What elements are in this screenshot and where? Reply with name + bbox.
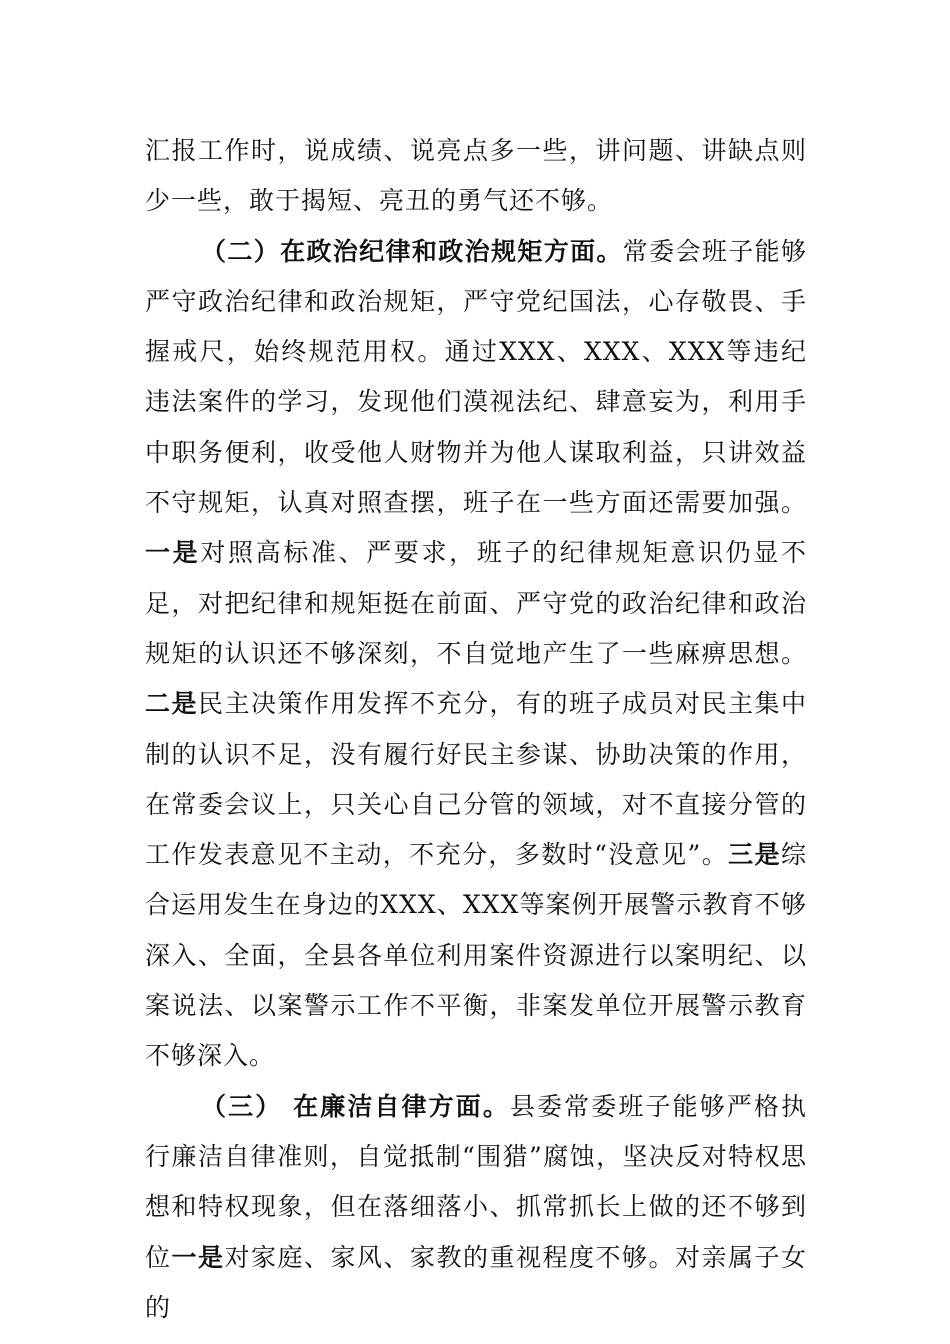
document-body xyxy=(145,126,807,1333)
paragraph-2 xyxy=(145,227,807,1082)
paragraph-text: 综合运用发生在身边的XXX、XXX等案例开展警示教育不够深入、全面，全县各单位利用案件资源进行以案明纪、以案说法、以案警示工作不平衡，非案发单位开展警示教育不够深入。 xyxy=(145,840,807,1071)
paragraph-text: 常委会班子能够严守政治纪律和政治规矩，严守党纪国法，心存敬畏、手握戒尺，始终规范用权。通过XXX、XXX、XXX等违纪违法案件的学习，发现他们漠视法纪、肆意妄为，利用手中职务便利，收受他人财物并为他人谋取利益，只讲效益不守规矩，认真对照查摆，班子在一些方面还需要加强。 xyxy=(145,236,807,518)
paragraph-text: 对家庭、家风、家教的重视程度不够。对亲属子女的 xyxy=(145,1242,807,1322)
paragraph-text: 汇报工作时，说成绩、说亮点多一些，讲问题、讲缺点则少一些，敢于揭短、亮丑的勇气还不够。 xyxy=(145,136,807,216)
section-heading-3: （三） 在廉洁自律方面。 xyxy=(201,1091,510,1121)
paragraph-text: 县委常委班子能够严格执行廉洁自律准则，自觉抵制“围猎”腐蚀，坚决反对特权思想和特权现象，但在落细落小、抓常抓长上做的还不够到位 xyxy=(145,1091,807,1272)
paragraph-text: 民主决策作用发挥不充分，有的班子成员对民主集中制的认识不足，没有履行好民主参谋、协助决策的作用，在常委会议上，只关心自己分管的领域，对不直接分管的工作发表意见不主动，不充分，多数时“没意见”。 xyxy=(145,689,807,870)
point-marker-1: 一是 xyxy=(171,1242,225,1272)
section-heading-2: （二）在政治纪律和政治规矩方面。 xyxy=(201,236,623,266)
point-marker-3: 三是 xyxy=(728,840,781,870)
paragraph-1 xyxy=(145,126,807,227)
point-marker-1: 一是 xyxy=(145,538,201,568)
paragraph-3 xyxy=(145,1082,807,1333)
paragraph-text: 对照高标准、严要求，班子的纪律规矩意识仍显不足，对把纪律和规矩挺在前面、严守党的政治纪律和政治规矩的认识还不够深刻，不自觉地产生了一些麻痹思想。 xyxy=(145,538,807,668)
point-marker-2: 二是 xyxy=(145,689,198,719)
